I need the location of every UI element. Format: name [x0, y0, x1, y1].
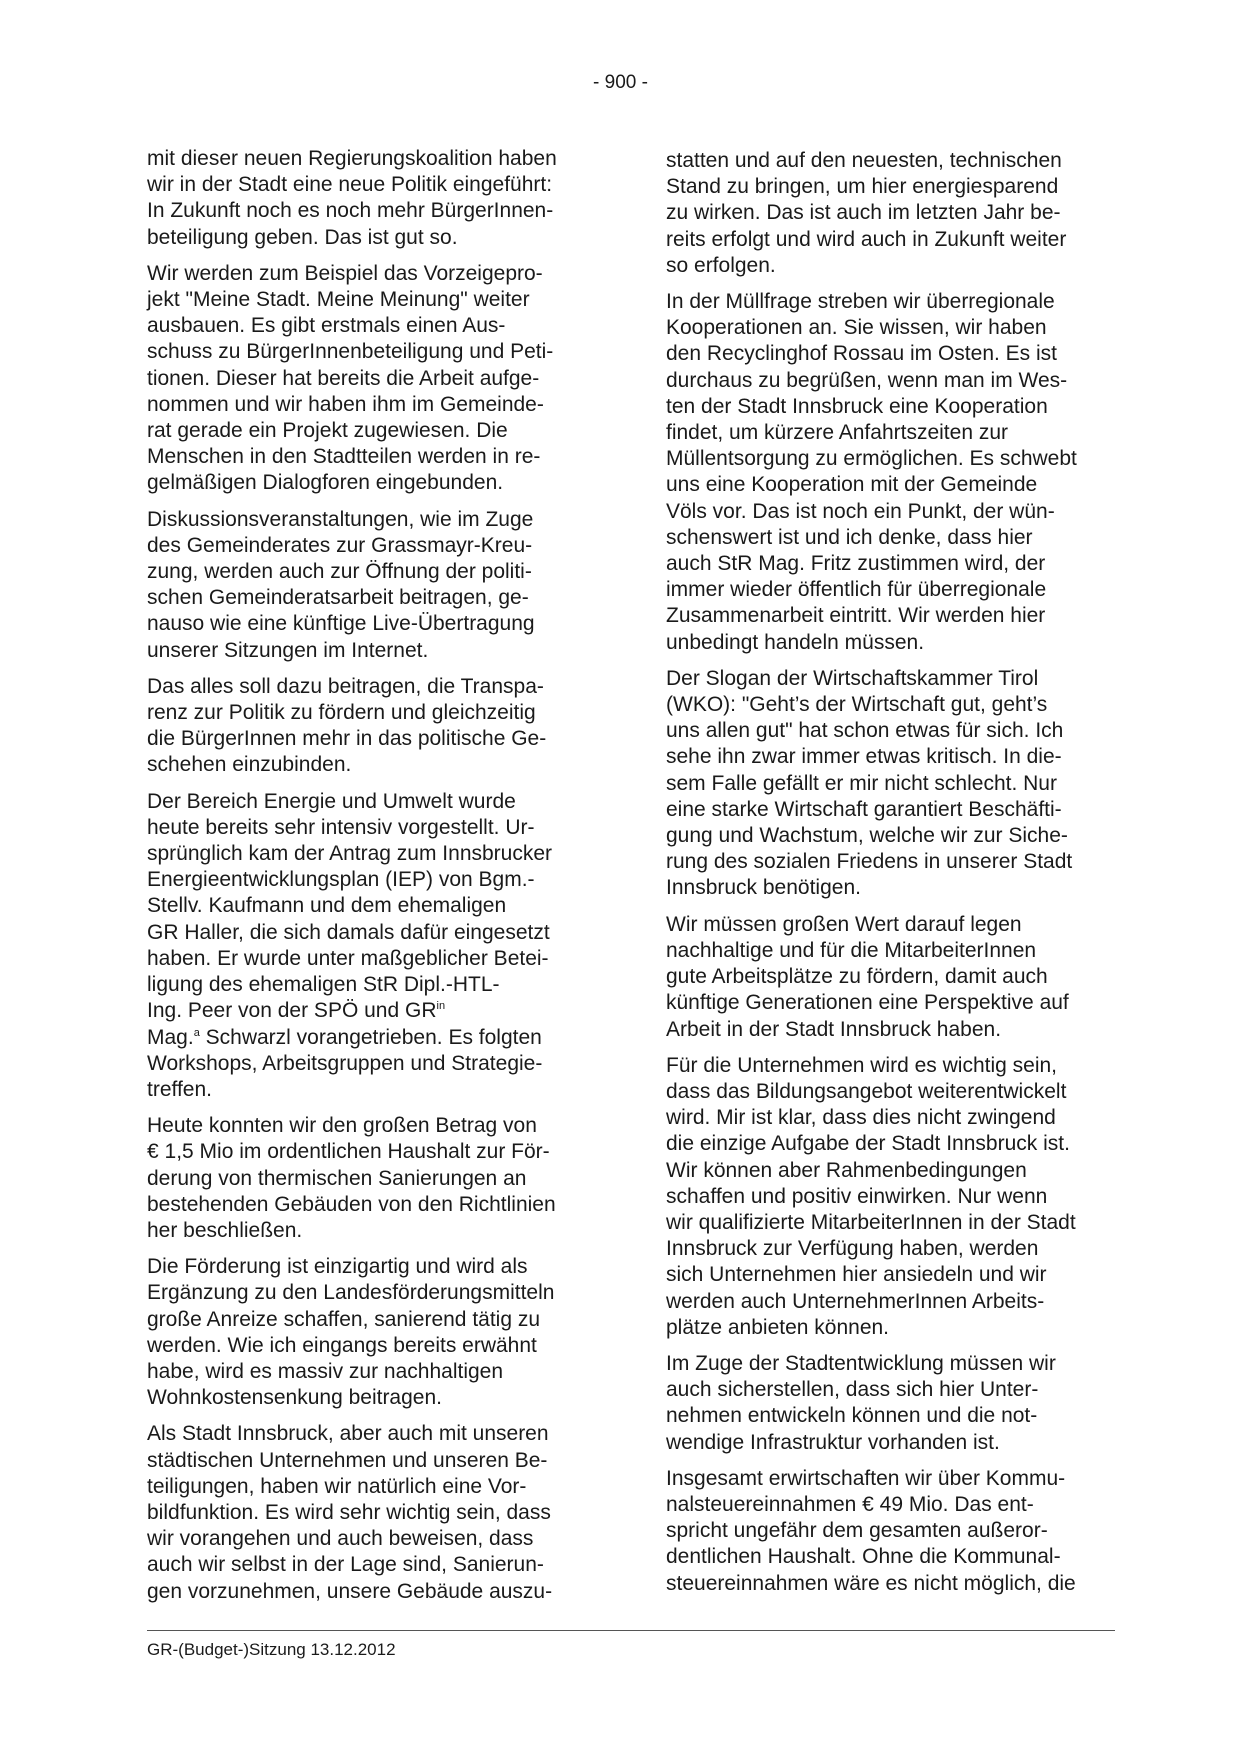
paragraph: Diskussionsveranstaltungen, wie im Zuge des Gemeinderates zur Grassmayr-Kreu- zung, werden auch zur Öffnung der politi- schen Gemeinderatsarbeit beitragen, ge- nauso wie eine künftige Live-Übertragung unserer Sitzungen im Internet.	[147, 507, 535, 662]
paragraph: Wir müssen großen Wert darauf legen nachhaltige und für die MitarbeiterInnen gute Arbeitsplätze zu fördern, damit auch künftige Generationen eine Perspektive auf Arbeit in der Stadt Innsbruck haben.	[666, 912, 1069, 1041]
left-column	[147, 146, 595, 1615]
paragraph-energy	[147, 789, 595, 1103]
paragraph-text: Mag.	[147, 1025, 194, 1049]
paragraph: Der Slogan der Wirtschaftskammer Tirol (WKO): "Geht’s der Wirtschaft gut, geht’s uns allen gut" hat schon etwas für sich. Ich sehe ihn zwar immer etwas kritisch. In die- sem Falle gefällt er mir nicht schlecht. Nur eine starke Wirtschaft garantiert Beschäfti- gung und Wachstum, welche wir zur Siche- rung des sozialen Friedens in unserer Stadt Innsbruck benötigen.	[666, 666, 1073, 900]
paragraph: In der Müllfrage streben wir überregionale Kooperationen an. Sie wissen, wir haben den Recyclinghof Rossau im Osten. Es ist durchaus zu begrüßen, wenn man im Wes- ten der Stadt Innsbruck eine Kooperation findet, um kürzere Anfahrtszeiten zur Müllentsorgung zu ermöglichen. Es schwebt uns eine Kooperation mit der Gemeinde Völs vor. Das ist noch ein Punkt, der wün- schenswert ist und ich denke, dass hier auch StR Mag. Fritz zustimmen wird, der immer wieder öffentlich für überregionale Zusammenarbeit eintritt. Wir werden hier unbedingt handeln müssen.	[666, 290, 1077, 654]
paragraph-text: Schwarzl vorangetrieben. Es folgten Workshops, Arbeitsgruppen und Strategie- treffen.	[147, 1025, 543, 1101]
footer-session-label: GR-(Budget-)Sitzung 13.12.2012	[147, 1640, 396, 1659]
paragraph: Insgesamt erwirtschaften wir über Kommu- nalsteuereinnahmen € 49 Mio. Das ent- spricht ungefähr dem gesamten außeror- dentlichen Haushalt. Ohne die Kommunal- steuereinnahmen wäre es nicht möglich, die	[666, 1466, 1076, 1595]
paragraph: mit dieser neuen Regierungskoalition haben wir in der Stadt eine neue Politik eingeführt: In Zukunft noch es noch mehr BürgerInnen- beteiligung geben. Das ist gut so.	[147, 147, 557, 249]
superscript: in	[436, 1000, 446, 1013]
paragraph: Das alles soll dazu beitragen, die Transpa- renz zur Politik zu fördern und gleichzeitig die BürgerInnen mehr in das politische Ge- schehen einzubinden.	[147, 674, 547, 777]
paragraph: statten und auf den neuesten, technischen Stand zu bringen, um hier energiesparend zu wirken. Das ist auch im letzten Jahr be- reits erfolgt und wird auch in Zukunft weiter so erfolgen.	[666, 149, 1067, 277]
paragraph: Heute konnten wir den großen Betrag von € 1,5 Mio im ordentlichen Haushalt zur För- derung von thermischen Sanierungen an bestehenden Gebäuden von den Richtlinien her beschließen.	[147, 1114, 556, 1242]
page-number: - 900 -	[593, 72, 648, 93]
paragraph: Im Zuge der Stadtentwicklung müssen wir auch sicherstellen, dass sich hier Unter- nehmen entwickeln können und die not- wendige Infrastruktur vorhanden ist.	[666, 1351, 1056, 1454]
footer-divider	[147, 1630, 1115, 1631]
right-column	[666, 148, 1114, 1607]
paragraph: Die Förderung ist einzigartig und wird als Ergänzung zu den Landesförderungsmitteln große Anreize schaffen, sanierend tätig zu werden. Wie ich eingangs bereits erwähnt habe, wird es massiv zur nachhaltigen Wohnkostensenkung beitragen.	[147, 1255, 555, 1410]
paragraph: Wir werden zum Beispiel das Vorzeigepro- jekt "Meine Stadt. Meine Meinung" weiter ausbauen. Es gibt erstmals einen Aus- schuss zu BürgerInnenbeteiligung und Peti- tionen. Dieser hat bereits die Arbeit aufge- nommen und wir haben ihm im Gemeinde- rat gerade ein Projekt zugewiesen. Die Menschen in den Stadtteilen werden in re- gelmäßigen Dialogforen eingebunden.	[147, 261, 554, 495]
superscript: a	[193, 1026, 200, 1039]
paragraph-text: Der Bereich Energie und Umwelt wurde heute bereits sehr intensiv vorgestellt. Ur- sprünglich kam der Antrag zum Innsbrucker Energieentwicklungsplan (IEP) von Bgm.- Stellv. Kaufmann und dem ehemaligen GR Haller, die sich damals dafür eingesetzt haben. Er wurde unter maßgeblicher Betei- ligung des ehemaligen StR Dipl.-HTL- Ing. Peer von der SPÖ und GR	[147, 789, 553, 1023]
paragraph: Für die Unternehmen wird es wichtig sein, dass das Bildungsangebot weiterentwickelt wird. Mir ist klar, dass dies nicht zwingend die einzige Aufgabe der Stadt Innsbruck ist. Wir können aber Rahmenbedingungen schaffen und positiv einwirken. Nur wenn wir qualifizierte MitarbeiterInnen in der Stadt Innsbruck zur Verfügung haben, werden sich Unternehmen hier ansiedeln und wir werden auch UnternehmerInnen Arbeits- plätze anbieten können.	[666, 1053, 1076, 1339]
paragraph: Als Stadt Innsbruck, aber auch mit unseren städtischen Unternehmen und unseren Be- teiligungen, haben wir natürlich eine Vor- bildfunktion. Es wird sehr wichtig sein, dass wir vorangehen und auch beweisen, dass auch wir selbst in der Lage sind, Sanierun- gen vorzunehmen, unsere Gebäude auszu-	[147, 1422, 553, 1603]
